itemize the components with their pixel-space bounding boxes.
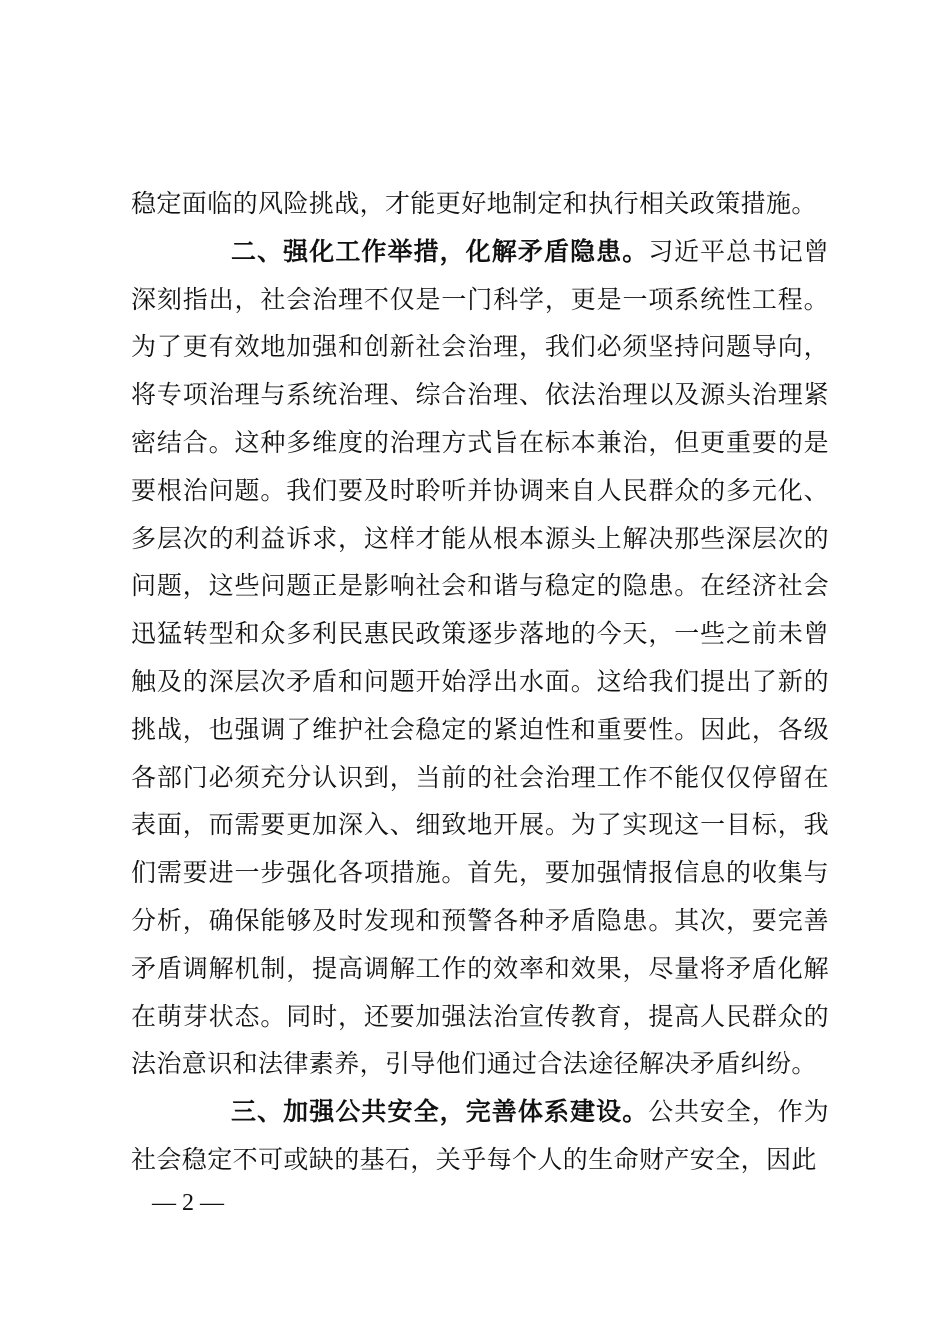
section-heading: 二、强化工作举措，化解矛盾隐患。 xyxy=(231,236,649,266)
paragraph-body: 习近平总书记曾深刻指出，社会治理不仅是一门科学，更是一项系统性工程。为了更有效地加强和创新社会治理，我们必须坚持问题导向，将专项治理与系统治理、综合治理、依法治理以及源头治理紧密结合。这种多维度的治理方式旨在标本兼治，但更重要的是要根治问题。我们要及时聆听并协调来自人民群众的多元化、多层次的利益诉求，这样才能从根本源头上解决那些深层次的问题，这些问题正是影响社会和谐与稳定的隐患。在经济社会迅猛转型和众多利民惠民政策逐步落地的今天，一些之前未曾触及的深层次矛盾和问题开始浮出水面。这给我们提出了新的挑战，也强调了维护社会稳定的紧迫性和重要性。因此，各级各部门必须充分认识到，当前的社会治理工作不能仅仅停留在表面，而需要更加深入、细致地开展。为了实现这一目标，我们需要进一步强化各项措施。首先，要加强情报信息的收集与分析，确保能够及时发现和预警各种矛盾隐患。其次，要完善矛盾调解机制，提高调解工作的效率和效果，尽量将矛盾化解在萌芽状态。同时，还要加强法治宣传教育，提高人民群众的法治意识和法律素养，引导他们通过合法途径解决矛盾纠纷。 xyxy=(131,236,829,1079)
paragraph-section-three xyxy=(131,1088,829,1184)
page-number: — 2 — xyxy=(152,1190,224,1216)
paragraph-body: 稳定面临的风险挑战，才能更好地制定和执行相关政策措施。 xyxy=(131,189,817,218)
paragraph-continuation xyxy=(131,180,829,228)
section-heading: 三、加强公共安全，完善体系建设。 xyxy=(231,1097,649,1127)
paragraph-section-two xyxy=(131,228,829,1088)
body-text xyxy=(131,180,829,1184)
paragraph-body: 公共安全，作为社会稳定不可或缺的基石，关乎每个人的生命财产安全，因此 xyxy=(131,1097,829,1174)
